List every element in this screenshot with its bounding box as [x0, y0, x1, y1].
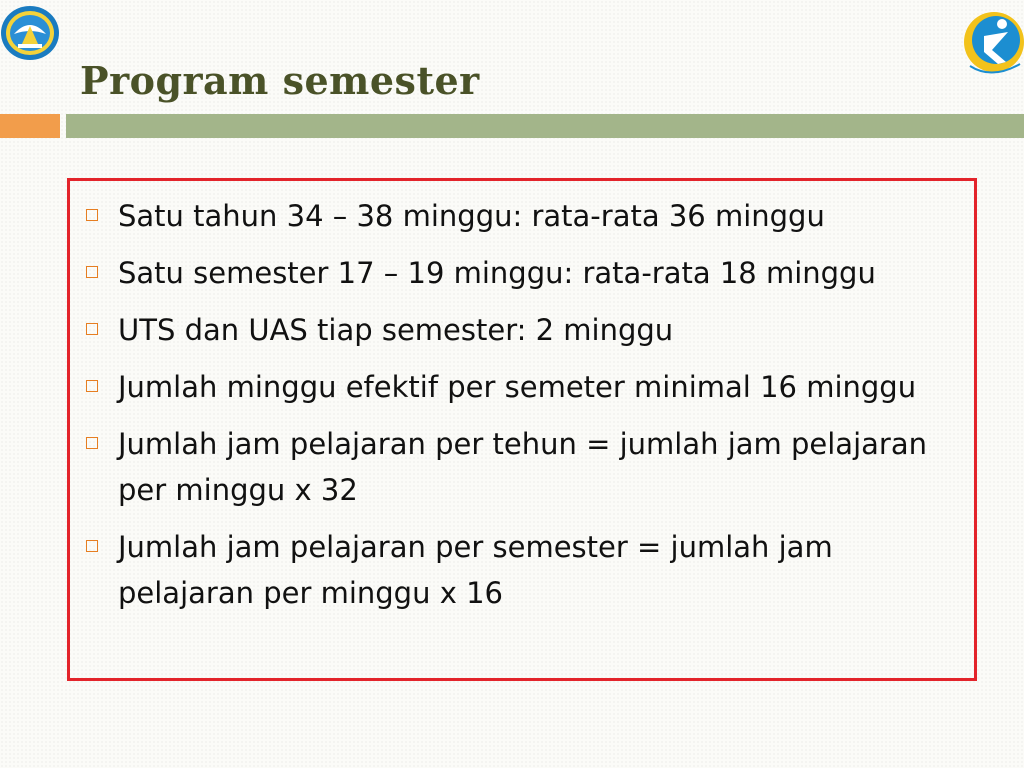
square-bullet-icon	[86, 209, 98, 221]
bullet-list	[82, 193, 962, 627]
square-bullet-icon	[86, 380, 98, 392]
square-bullet-icon	[86, 437, 98, 449]
list-item	[82, 193, 962, 239]
content-box	[67, 178, 977, 681]
bullet-text: Satu tahun 34 – 38 minggu: rata-rata 36 minggu	[118, 199, 825, 233]
bullet-text: UTS dan UAS tiap semester: 2 minggu	[118, 313, 674, 347]
list-item	[82, 524, 962, 616]
green-accent-band	[66, 114, 1024, 138]
tut-wuri-handayani-logo	[0, 4, 62, 62]
square-bullet-icon	[86, 323, 98, 335]
slide-title: Program semester	[80, 58, 480, 103]
bullet-text: Satu semester 17 – 19 minggu: rata-rata 18 minggu	[118, 256, 876, 290]
list-item	[82, 364, 962, 410]
bullet-text: Jumlah minggu efektif per semeter minimal 16 minggu	[118, 370, 917, 404]
kurikulum-2013-logo	[962, 6, 1024, 80]
bullet-text: Jumlah jam pelajaran per tehun = jumlah jam pelajaran per minggu x 32	[118, 427, 927, 507]
list-item	[82, 421, 962, 513]
bullet-text: Jumlah jam pelajaran per semester = jumlah jam pelajaran per minggu x 16	[118, 530, 833, 610]
list-item	[82, 307, 962, 353]
list-item	[82, 250, 962, 296]
orange-accent-band	[0, 114, 60, 138]
square-bullet-icon	[86, 266, 98, 278]
square-bullet-icon	[86, 540, 98, 552]
